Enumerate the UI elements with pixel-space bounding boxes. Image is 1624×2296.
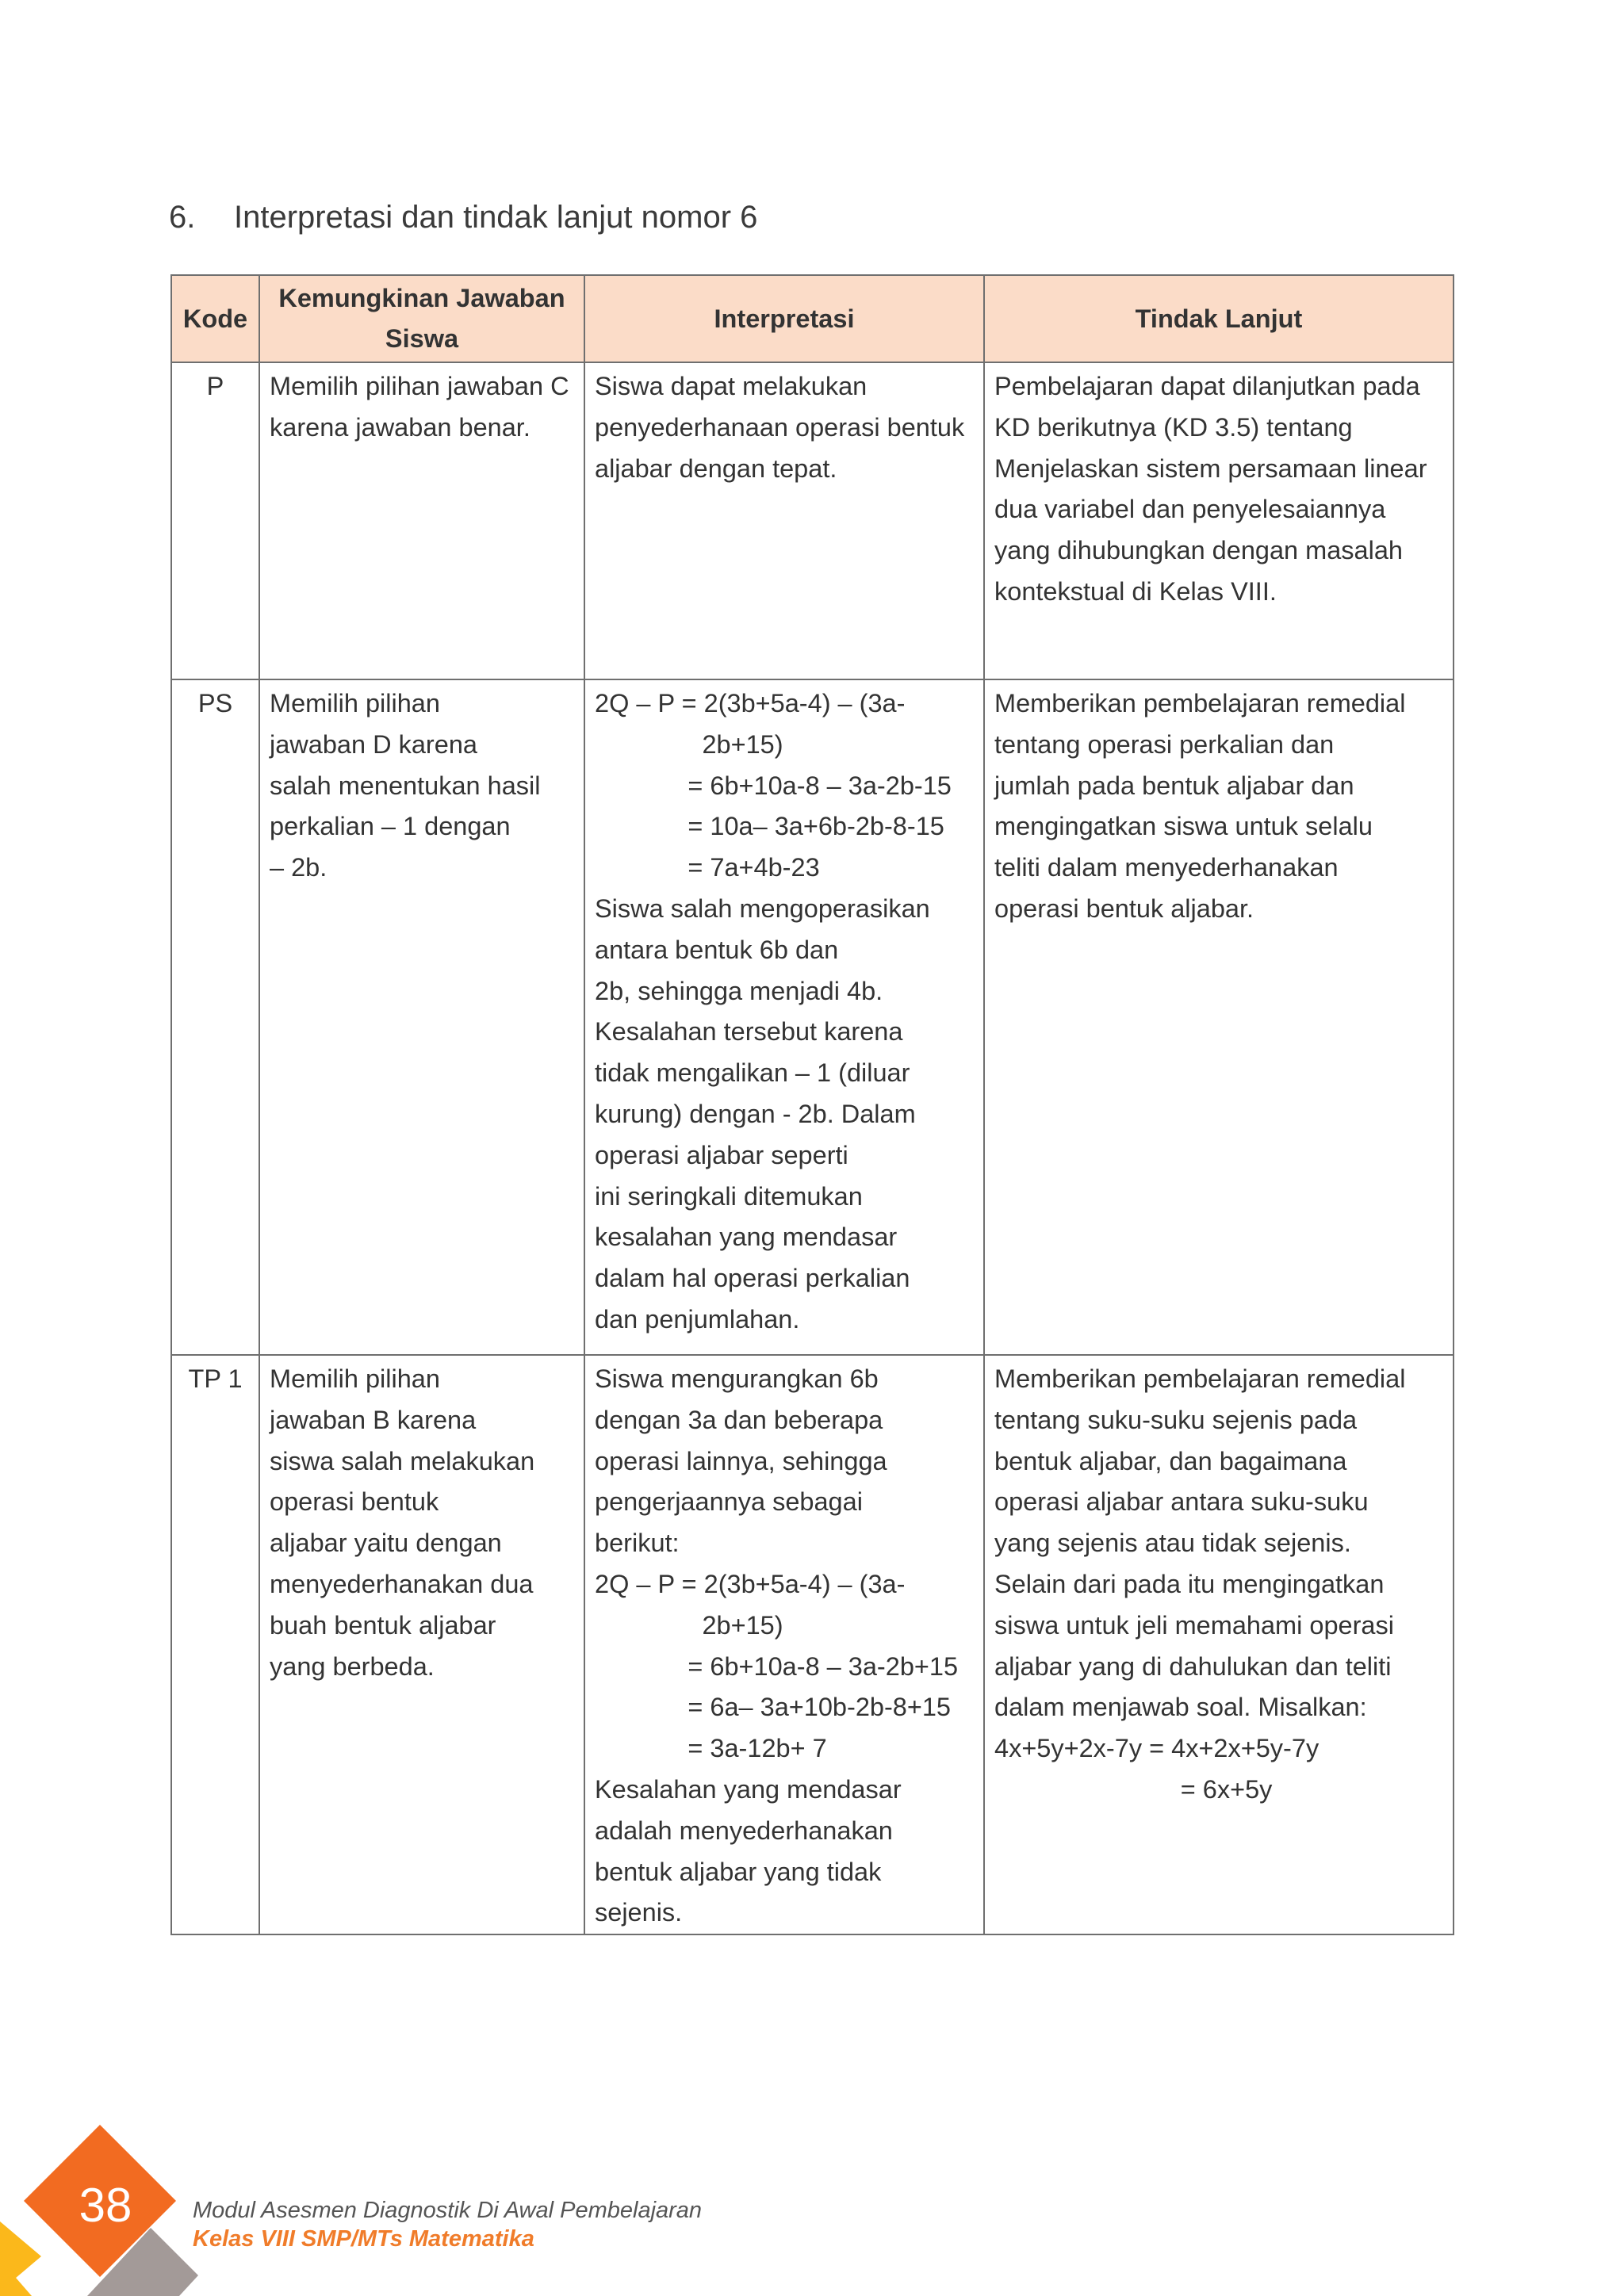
- section-heading: [169, 200, 757, 235]
- footer-class-subject: Kelas VIII SMP/MTs Matematika: [193, 2226, 534, 2252]
- table-row: [171, 679, 1454, 1355]
- section-title: Interpretasi dan tindak lanjut nomor 6: [234, 200, 758, 235]
- cell-kode: TP 1: [171, 1355, 259, 1934]
- cell-interpretasi: Siswa dapat melakukan penyederhanaan operasi bentuk aljabar dengan tepat.: [584, 362, 984, 679]
- cell-jawaban: Memilih pilihan jawaban B karena siswa salah melakukan operasi bentuk aljabar yaitu dengan menyederhanakan dua buah bentuk aljabar yang berbeda.: [259, 1355, 584, 1934]
- table-row: [171, 362, 1454, 679]
- section-number: 6.: [169, 200, 196, 235]
- interpretation-table: [170, 274, 1454, 1935]
- footer-module-title: Modul Asesmen Diagnostik Di Awal Pembelajaran: [193, 2198, 703, 2223]
- cell-interpretasi: Siswa mengurangkan 6b dengan 3a dan beberapa operasi lainnya, sehingga pengerjaannya sebagai berikut: 2Q – P = 2(3b+5a-4) – (3a- 2b+15) = 6b+10a-8 – 3a-2b+15 = 6a– 3a+10b-2b-8+15 = 3a-12b+ 7 Kesalahan yang mendasar adalah menyederhanakan bentuk aljabar yang tidak sejenis.: [584, 1355, 984, 1934]
- cell-tindak-lanjut: Memberikan pembelajaran remedial tentang suku-suku sejenis pada bentuk aljabar, dan bagaimana operasi aljabar antara suku-suku yang sejenis atau tidak sejenis. Selain dari pada itu mengingatkan siswa untuk jeli memahami operasi aljabar yang di dahulukan dan teliti dalam menjawab soal. Misalkan: 4x+5y+2x-7y = 4x+2x+5y-7y = 6x+5y: [984, 1355, 1454, 1934]
- cell-interpretasi: 2Q – P = 2(3b+5a-4) – (3a- 2b+15) = 6b+10a-8 – 3a-2b-15 = 10a– 3a+6b-2b-8-15 = 7a+4b-23 Siswa salah mengoperasikan antara bentuk 6b dan 2b, sehingga menjadi 4b. Kesalahan tersebut karena tidak mengalikan – 1 (diluar kurung) dengan - 2b. Dalam operasi aljabar seperti ini seringkali ditemukan kesalahan yang mendasar dalam hal operasi perkalian dan penjumlahan.: [584, 679, 984, 1355]
- cell-tindak-lanjut: Memberikan pembelajaran remedial tentang operasi perkalian dan jumlah pada bentuk aljabar dan mengingatkan siswa untuk selalu teliti dalam menyederhanakan operasi bentuk aljabar.: [984, 679, 1454, 1355]
- cell-tindak-lanjut: Pembelajaran dapat dilanjutkan pada KD berikutnya (KD 3.5) tentang Menjelaskan sistem persamaan linear dua variabel dan penyelesaiannya yang dihubungkan dengan masalah kontekstual di Kelas VIII.: [984, 362, 1454, 679]
- table-row: [171, 1355, 1454, 1934]
- header-interpretasi: Interpretasi: [584, 275, 984, 362]
- table-header-row: [171, 275, 1454, 362]
- header-tindak-lanjut: Tindak Lanjut: [984, 275, 1454, 362]
- cell-kode: PS: [171, 679, 259, 1355]
- header-jawaban: Kemungkinan Jawaban Siswa: [259, 275, 584, 362]
- footer-caption: [193, 2196, 702, 2253]
- cell-kode: P: [171, 362, 259, 679]
- cell-jawaban: Memilih pilihan jawaban C karena jawaban benar.: [259, 362, 584, 679]
- page-number: 38: [79, 2179, 132, 2232]
- cell-jawaban: Memilih pilihan jawaban D karena salah menentukan hasil perkalian – 1 dengan – 2b.: [259, 679, 584, 1355]
- header-kode: Kode: [171, 275, 259, 362]
